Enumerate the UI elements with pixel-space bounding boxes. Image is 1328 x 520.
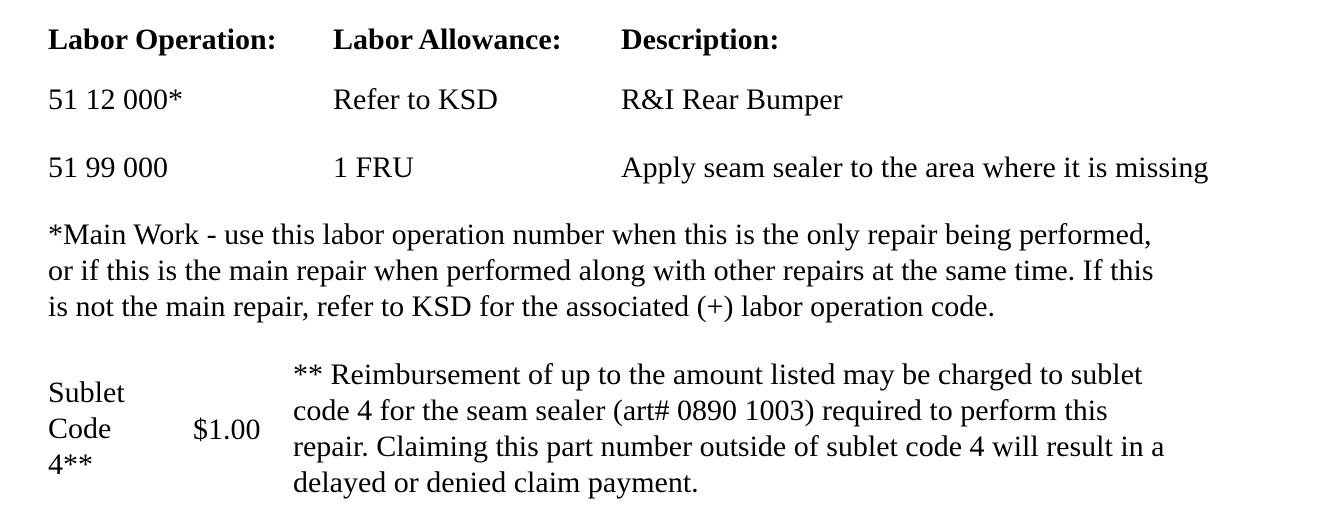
sublet-note-line-2: code 4 for the seam sealer (art# 0890 1003) required to perform this [293,394,1108,427]
header-labor-operation: Labor Operation: [48,23,277,56]
row-1-labor-allowance: Refer to KSD [333,83,498,116]
sublet-note-line-4: delayed or denied claim payment. [293,466,699,499]
main-work-note-line-3: is not the main repair, refer to KSD for the associated (+) labor operation code. [48,290,996,323]
main-work-note-line-2: or if this is the main repair when performed along with other repairs at the same time. If this [48,254,1154,287]
sublet-label-line-3: 4** [48,448,93,481]
sublet-amount: $1.00 [193,413,261,446]
header-description: Description: [621,23,780,56]
sublet-note-line-3: repair. Claiming this part number outside of sublet code 4 will result in a [293,430,1165,463]
row-2-labor-allowance: 1 FRU [333,151,414,184]
sublet-label-line-2: Code [48,412,112,445]
main-work-note [48,217,1298,325]
row-1-description: R&I Rear Bumper [621,83,843,116]
sublet-reimbursement-note [293,357,1165,501]
sublet-note-line-1: ** Reimbursement of up to the amount listed may be charged to sublet [293,358,1143,391]
main-work-note-line-1: *Main Work - use this labor operation number when this is the only repair being performed, [48,218,1152,251]
sublet-label-line-1: Sublet [48,376,125,409]
row-2-description: Apply seam sealer to the area where it is missing [621,151,1209,184]
row-2-labor-operation: 51 99 000 [48,151,168,184]
row-1-labor-operation: 51 12 000* [48,83,183,116]
sublet-code-label [48,375,125,483]
header-labor-allowance: Labor Allowance: [333,23,562,56]
